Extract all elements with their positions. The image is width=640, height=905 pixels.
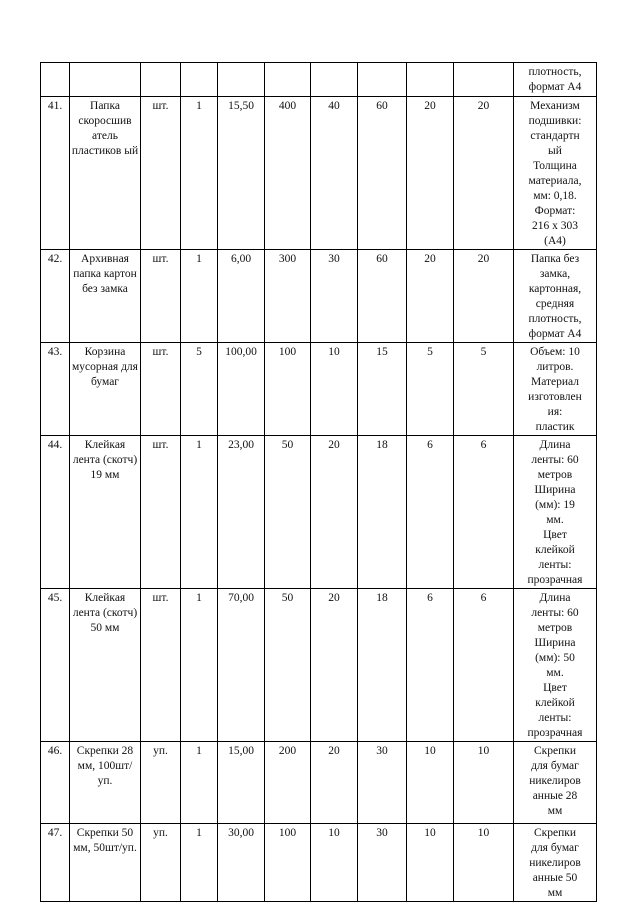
- description-line: метров: [537, 622, 573, 634]
- cell-description: [514, 343, 597, 436]
- cell-v4: 5: [407, 343, 454, 436]
- table-row: [41, 97, 597, 250]
- cell-price: [218, 63, 265, 97]
- table-row: [41, 436, 597, 589]
- cell-name: Архивная папка картон без замка: [70, 250, 141, 343]
- cell-v5: 20: [454, 97, 514, 250]
- cell-v1: 200: [265, 742, 311, 824]
- description-line: клейкой: [535, 697, 575, 709]
- cell-v1: 100: [265, 824, 311, 902]
- cell-name: Клейкая лента (скотч) 50 мм: [70, 589, 141, 742]
- cell-v3: [358, 63, 407, 97]
- description-line: формат А4: [528, 81, 582, 93]
- cell-name: Клейкая лента (скотч) 19 мм: [70, 436, 141, 589]
- cell-v2: 20: [311, 436, 358, 589]
- description-line: ленты: 60: [531, 607, 579, 619]
- cell-qty: [181, 63, 218, 97]
- description-line: средняя: [535, 298, 575, 310]
- cell-v1: 100: [265, 343, 311, 436]
- description-line: Скрепки: [533, 827, 576, 839]
- description-line: материала,: [528, 175, 582, 187]
- cell-description: [514, 250, 597, 343]
- cell-unit: [141, 63, 181, 97]
- description-line: мм: [547, 805, 563, 817]
- table-row: [41, 63, 597, 97]
- cell-unit: шт.: [141, 589, 181, 742]
- cell-v4: 10: [407, 824, 454, 902]
- table-row: [41, 343, 597, 436]
- description-line: прозрачная: [527, 574, 583, 586]
- cell-qty: 5: [181, 343, 218, 436]
- description-line: клейкой: [535, 544, 575, 556]
- cell-v3: 60: [358, 97, 407, 250]
- description-line: прозрачная: [527, 727, 583, 739]
- cell-v3: 60: [358, 250, 407, 343]
- description-line: ленты:: [538, 559, 572, 571]
- cell-unit: шт.: [141, 343, 181, 436]
- cell-unit: шт.: [141, 436, 181, 589]
- cell-v1: 50: [265, 589, 311, 742]
- cell-num: 45.: [41, 589, 70, 742]
- table-row: [41, 824, 597, 902]
- cell-v4: 6: [407, 436, 454, 589]
- cell-v1: 300: [265, 250, 311, 343]
- cell-v5: 10: [454, 742, 514, 824]
- table-row: [41, 742, 597, 824]
- description-line: Объем: 10: [530, 346, 580, 358]
- description-line: плотность,: [528, 66, 582, 78]
- cell-price: 15,00: [218, 742, 265, 824]
- cell-description: [514, 63, 597, 97]
- cell-v4: 10: [407, 742, 454, 824]
- description-line: Ширина: [534, 637, 576, 649]
- description-line: замка,: [539, 268, 571, 280]
- description-line: (мм): 19: [535, 499, 575, 511]
- cell-price: 70,00: [218, 589, 265, 742]
- cell-description: [514, 589, 597, 742]
- cell-qty: 1: [181, 742, 218, 824]
- description-line: плотность,: [528, 313, 582, 325]
- description-line: Толщина: [533, 160, 577, 172]
- cell-v5: 20: [454, 250, 514, 343]
- description-line: Механизм: [530, 100, 580, 112]
- table-row: [41, 589, 597, 742]
- description-line: ия:: [547, 406, 563, 418]
- cell-price: 23,00: [218, 436, 265, 589]
- cell-v4: 20: [407, 250, 454, 343]
- cell-name: [70, 63, 141, 97]
- cell-unit: шт.: [141, 250, 181, 343]
- cell-name: Корзина мусорная для бумаг: [70, 343, 141, 436]
- description-line: мм: 0,18.: [533, 190, 577, 202]
- cell-qty: 1: [181, 97, 218, 250]
- cell-v2: [311, 63, 358, 97]
- description-line: Формат:: [534, 205, 576, 217]
- description-line: Папка без: [530, 253, 580, 265]
- cell-unit: уп.: [141, 742, 181, 824]
- cell-v3: 15: [358, 343, 407, 436]
- description-line: Длина: [539, 439, 571, 451]
- cell-description: [514, 436, 597, 589]
- description-line: Материал: [530, 376, 579, 388]
- cell-v5: 6: [454, 589, 514, 742]
- cell-num: 43.: [41, 343, 70, 436]
- cell-price: 30,00: [218, 824, 265, 902]
- description-line: Цвет: [543, 682, 567, 694]
- cell-v5: [454, 63, 514, 97]
- cell-unit: шт.: [141, 97, 181, 250]
- cell-v2: 10: [311, 343, 358, 436]
- cell-unit: уп.: [141, 824, 181, 902]
- cell-v3: 18: [358, 436, 407, 589]
- description-line: анные 28: [532, 790, 578, 802]
- cell-description: [514, 742, 597, 824]
- cell-v5: 10: [454, 824, 514, 902]
- description-line: (А4): [544, 235, 566, 247]
- description-line: Цвет: [543, 529, 567, 541]
- description-line: Скрепки: [533, 745, 576, 757]
- cell-v4: 6: [407, 589, 454, 742]
- cell-num: 44.: [41, 436, 70, 589]
- cell-v2: 20: [311, 742, 358, 824]
- description-line: мм.: [546, 514, 564, 526]
- description-line: для бумаг: [531, 842, 579, 854]
- description-line: анные 50: [532, 872, 578, 884]
- description-line: мм.: [546, 667, 564, 679]
- cell-name: Папка скоросшив атель пластиков ый: [70, 97, 141, 250]
- description-line: литров.: [536, 361, 574, 373]
- cell-name: Скрепки 28 мм, 100шт/уп.: [70, 742, 141, 824]
- description-line: ленты:: [538, 712, 572, 724]
- cell-v1: [265, 63, 311, 97]
- cell-description: [514, 97, 597, 250]
- description-line: для бумаг: [531, 760, 579, 772]
- cell-num: 41.: [41, 97, 70, 250]
- description-line: стандартн: [530, 130, 580, 142]
- cell-num: [41, 63, 70, 97]
- description-line: Ширина: [534, 484, 576, 496]
- cell-num: 46.: [41, 742, 70, 824]
- cell-v3: 30: [358, 742, 407, 824]
- goods-table: [40, 62, 597, 902]
- description-line: изготовлен: [528, 391, 582, 403]
- cell-num: 47.: [41, 824, 70, 902]
- description-line: Длина: [539, 592, 571, 604]
- cell-qty: 1: [181, 824, 218, 902]
- cell-v1: 400: [265, 97, 311, 250]
- cell-qty: 1: [181, 436, 218, 589]
- cell-price: 100,00: [218, 343, 265, 436]
- description-line: картонная,: [528, 283, 582, 295]
- description-line: пластик: [535, 421, 575, 433]
- description-line: 216 х 303: [532, 220, 578, 232]
- description-line: никелиров: [529, 775, 581, 787]
- cell-v2: 30: [311, 250, 358, 343]
- cell-v3: 30: [358, 824, 407, 902]
- description-line: мм: [547, 887, 563, 899]
- description-line: метров: [537, 469, 573, 481]
- cell-v2: 40: [311, 97, 358, 250]
- cell-v1: 50: [265, 436, 311, 589]
- cell-qty: 1: [181, 250, 218, 343]
- cell-v3: 18: [358, 589, 407, 742]
- cell-v4: [407, 63, 454, 97]
- cell-price: 6,00: [218, 250, 265, 343]
- description-line: ый: [548, 145, 562, 157]
- cell-v2: 10: [311, 824, 358, 902]
- cell-price: 15,50: [218, 97, 265, 250]
- description-line: никелиров: [529, 857, 581, 869]
- cell-num: 42.: [41, 250, 70, 343]
- cell-v2: 20: [311, 589, 358, 742]
- description-line: формат А4: [528, 328, 582, 340]
- description-line: (мм): 50: [535, 652, 575, 664]
- cell-v4: 20: [407, 97, 454, 250]
- cell-name: Скрепки 50 мм, 50шт/уп.: [70, 824, 141, 902]
- table-row: [41, 250, 597, 343]
- cell-v5: 5: [454, 343, 514, 436]
- description-line: ленты: 60: [531, 454, 579, 466]
- cell-description: [514, 824, 597, 902]
- cell-qty: 1: [181, 589, 218, 742]
- cell-v5: 6: [454, 436, 514, 589]
- description-line: подшивки:: [528, 115, 582, 127]
